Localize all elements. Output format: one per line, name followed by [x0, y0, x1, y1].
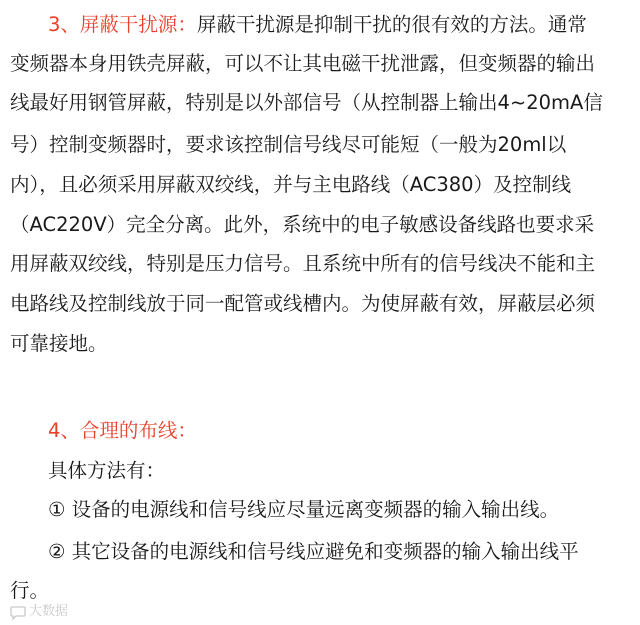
section-3-first-line [48, 6, 587, 43]
paragraph-line: 线最好用钢管屏蔽，特别是以外部信号（从控制器上输出4~20mA信 [10, 91, 603, 114]
method-item-2: ② 其它设备的电源线和信号线应避免和变频器的输入输出线平 [48, 540, 579, 563]
paragraph-line: 可靠接地。 [10, 332, 108, 355]
paragraph-line: 屏蔽干扰源是抑制干扰的很有效的方法。通常 [196, 13, 587, 36]
paragraph-line: 号）控制变频器时，要求该控制信号线尽可能短（一般为20ml以 [10, 133, 567, 156]
paragraph-line: 内），且必须采用屏蔽双绞线，并与主电路线（AC380）及控制线 [10, 173, 572, 196]
method-intro: 具体方法有： [48, 459, 166, 482]
watermark-text: 大数据 [29, 604, 69, 619]
method-item-1: ① 设备的电源线和信号线应尽量远离变频器的输入输出线。 [48, 498, 560, 521]
section-3-heading: 3、屏蔽干扰源： [48, 13, 197, 36]
paragraph-line: （AC220V）完全分离。此外，系统中的电子敏感设备线路也要求采 [10, 213, 595, 236]
watermark [10, 603, 68, 621]
method-item-2-continued: 行。 [10, 579, 50, 602]
chat-bubble-icon [10, 604, 26, 620]
paragraph-line: 电路线及控制线放于同一配管或线槽内。为使屏蔽有效，屏蔽层必须 [10, 292, 596, 315]
paragraph-line: 变频器本身用铁壳屏蔽，可以不让其电磁干扰泄露，但变频器的输出 [10, 52, 596, 75]
section-4-heading: 4、合理的布线： [48, 419, 197, 442]
paragraph-line: 用屏蔽双绞线，特别是压力信号。且系统中所有的信号线决不能和主 [10, 252, 596, 275]
